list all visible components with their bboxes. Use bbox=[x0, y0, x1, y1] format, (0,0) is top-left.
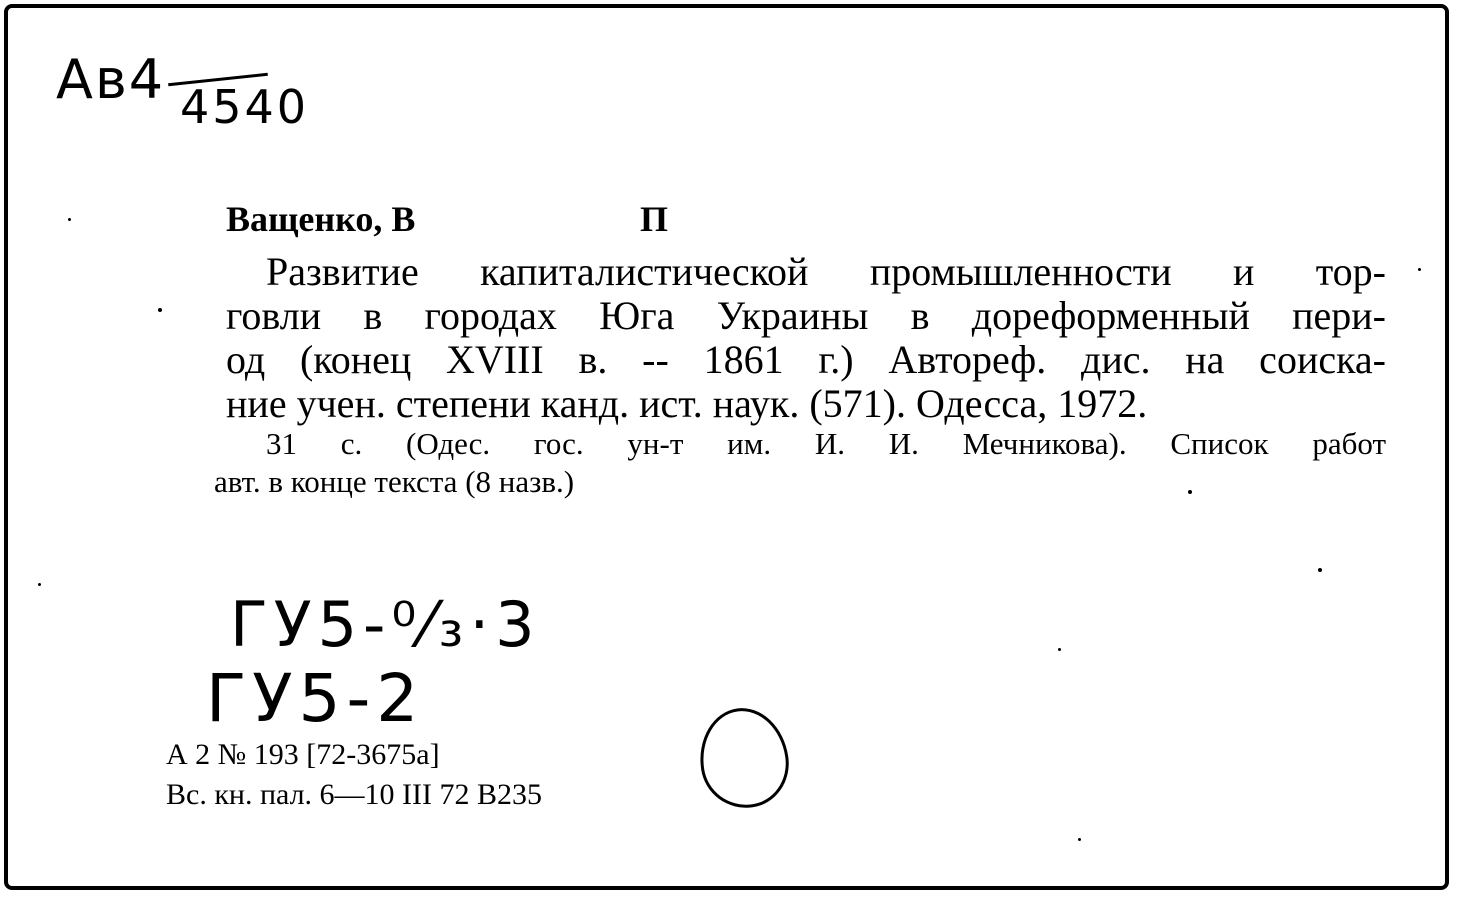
speck bbox=[158, 308, 162, 312]
author-initial: П bbox=[640, 199, 669, 239]
title-line-3: од (конец XVIII в. -- 1861 г.) Автореф. дис. на соиска- bbox=[226, 337, 1386, 382]
speck bbox=[1078, 838, 1081, 841]
place-year: Одесса, 1972. bbox=[915, 381, 1148, 426]
title-line-4 bbox=[226, 380, 1386, 427]
author-heading bbox=[226, 198, 686, 240]
speck bbox=[1188, 490, 1192, 494]
stamp-circle bbox=[693, 702, 794, 813]
handwritten-shelf-mark-1: ГУ5-⁰⁄₃·3 bbox=[230, 588, 541, 661]
catalog-card bbox=[4, 4, 1449, 890]
detail-line-1: 31 с. (Одес. гос. ун-т им. И. И. Мечникова). Список работ bbox=[266, 426, 1386, 461]
speck bbox=[1058, 648, 1061, 651]
detail-line-2: авт. в конце текста (8 назв.) bbox=[214, 464, 575, 499]
accession-line-2: Вс. кн. пал. 6—10 III 72 В235 bbox=[166, 778, 543, 811]
title-line-1: Развитие капиталистической промышленности и тор- bbox=[266, 249, 1386, 294]
handwritten-call-number: 4540 bbox=[180, 80, 310, 134]
title-line-2: говли в городах Юга Украины в дореформенный пери- bbox=[226, 293, 1386, 338]
speck bbox=[68, 218, 71, 221]
handwritten-shelf-mark-2: ГУ5-2 bbox=[206, 660, 425, 737]
handwritten-call-prefix: Ав4 bbox=[56, 48, 166, 111]
speck bbox=[1418, 268, 1421, 271]
degree-info: ние учен. степени канд. ист. наук. (571). bbox=[226, 381, 906, 426]
accession-line-1: А 2 № 193 [72-3675а] bbox=[166, 738, 440, 771]
speck bbox=[1318, 568, 1322, 572]
author-surname: Ващенко, В bbox=[226, 199, 416, 239]
speck bbox=[38, 583, 41, 586]
